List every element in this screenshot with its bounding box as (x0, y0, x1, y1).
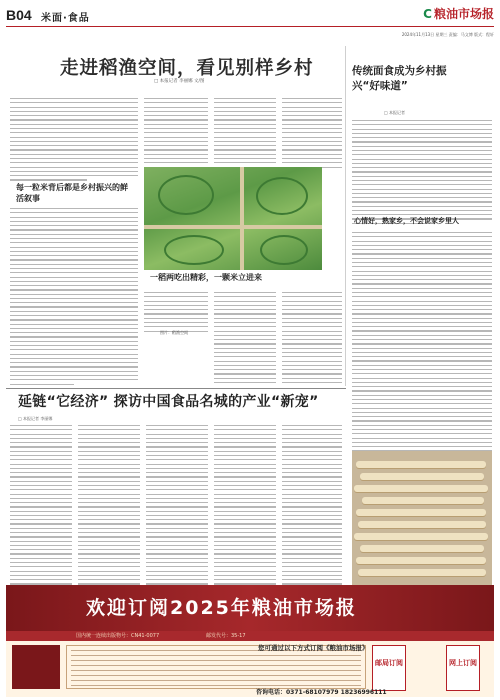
photo-caption: 图片：稻渔空间 (160, 330, 188, 335)
ad-title: 欢迎订阅2025年粮油市场报 (86, 597, 357, 619)
lead-text-col1-bottom (10, 208, 138, 388)
lead-text-col4 (282, 98, 342, 171)
side-text-mid (352, 232, 492, 467)
second-text-col2 (78, 425, 140, 596)
lead-text-col2-bottom (144, 292, 208, 335)
second-text-col1 (10, 425, 72, 596)
ad-postcode: 邮发代号：35-17 (206, 633, 246, 639)
second-byline: □ 本报记者 李丽娜 (18, 416, 53, 421)
ad-issn: 国内统一连续出版物号：CN41-0077 (76, 633, 160, 639)
section-name: 米面·食品 (41, 13, 90, 24)
ad-subhead: 您可通过以下方式订阅《粮油市场报》 (258, 644, 369, 652)
ad-phone: 咨询电话：0371-68107979 18236996111 (256, 689, 387, 696)
logo-text: 粮油市场报 (433, 7, 494, 21)
lead-text-col3 (214, 98, 276, 171)
header-meta: 2024年11月13日 星期三 责编：马文博 版式：程轩 (401, 32, 494, 37)
side-text-top (352, 120, 492, 227)
side-headline: 传统面食成为乡村振兴“好味道” (352, 65, 447, 92)
second-text-col5 (282, 425, 342, 596)
lead-subhead-2: 一稻两吃出精彩，一颗米立进来 (150, 273, 262, 282)
second-text-col4 (214, 425, 276, 596)
second-headline: 延链“它经济” 探访中国食品名城的产业“新宠” (18, 394, 319, 410)
page-number: B04 (6, 7, 32, 23)
lead-text-col3-bottom (214, 292, 276, 386)
second-text-col3 (146, 425, 208, 596)
logo-icon: C (423, 7, 432, 21)
column-divider (345, 46, 346, 386)
post-office-subscribe[interactable]: 邮局订阅 (372, 645, 406, 691)
lead-byline: □ 本报记者 李丽娜 文/图 (154, 79, 205, 84)
section-rule (6, 388, 346, 389)
online-subscribe[interactable]: 网上订阅 (446, 645, 480, 691)
ad-info-strip (6, 631, 494, 641)
lead-photo (144, 167, 322, 270)
side-byline: □ 本报记者 (384, 110, 406, 115)
lead-text-col2 (144, 98, 208, 171)
lead-subhead-1: 每一粒米背后都是乡村振兴的鲜活叙事 (16, 183, 128, 203)
subscription-ad[interactable] (6, 585, 494, 697)
ad-body (6, 641, 494, 697)
ad-badge-icon (12, 645, 60, 689)
newspaper-logo (423, 5, 494, 22)
lead-text-col4-bottom (282, 292, 342, 386)
lead-text-col1-top (10, 98, 138, 184)
page-header (6, 5, 494, 27)
lead-headline: 走进稻渔空间，看见别样乡村 (60, 58, 314, 79)
side-subhead: 心情好，熟家乡，不会说家乡里人 (354, 217, 459, 225)
noodle-photo (352, 451, 492, 591)
